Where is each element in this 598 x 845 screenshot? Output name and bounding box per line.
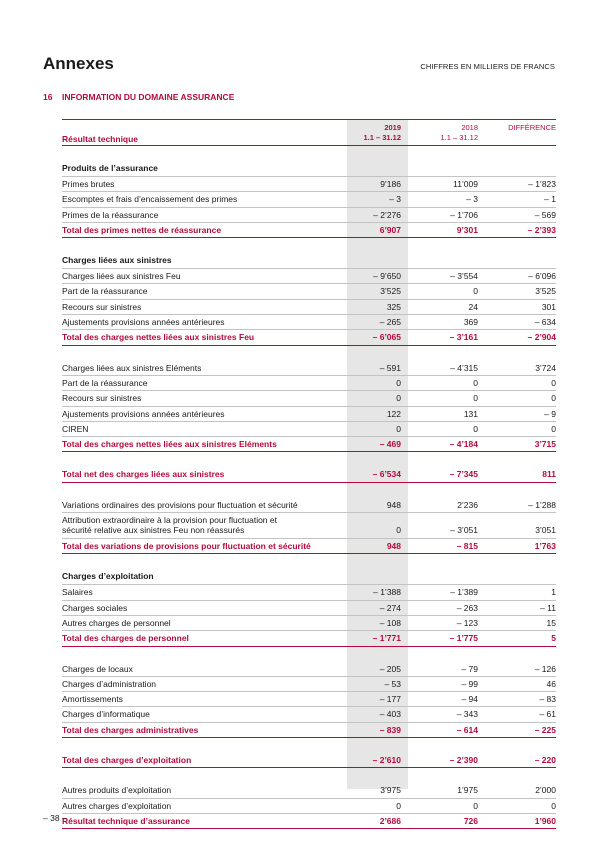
value-2018: – 1’775: [449, 633, 478, 644]
value-2018: – 1’706: [450, 209, 478, 220]
value-2019: – 591: [379, 362, 401, 373]
row-label: Primes de la réassurance: [62, 209, 159, 220]
row-label-line: sécurité relative aux sinistres Feu non réassurés: [62, 525, 245, 536]
value-difference: 2’000: [535, 785, 556, 796]
table-total-row: [62, 330, 556, 345]
value-2019: 3’525: [380, 286, 401, 297]
value-difference: 1: [551, 587, 556, 598]
value-2019: – 2’610: [372, 755, 401, 766]
row-label: Charges d’administration: [62, 678, 157, 689]
table-row: [62, 407, 556, 422]
value-2018: 9’301: [456, 224, 478, 235]
value-2019: – 1’388: [373, 587, 401, 598]
units-note: CHIFFRES EN MILLIERS DE FRANCS: [420, 62, 555, 71]
table-total-row: [62, 631, 556, 646]
row-label: Autres produits d’exploitation: [62, 785, 172, 796]
table-row: [62, 616, 556, 631]
value-difference: 0: [551, 393, 556, 404]
table-row: [62, 422, 556, 437]
row-label: Total des primes nettes de réassurance: [62, 224, 222, 235]
page-number: – 38 –: [43, 813, 67, 823]
value-2018: 0: [473, 423, 478, 434]
table-row: [62, 783, 556, 798]
value-2019: 2’686: [379, 815, 401, 826]
value-2018: 24: [468, 301, 478, 312]
table-total-row: [62, 753, 556, 768]
table-subheading: Produits de l’assurance: [62, 161, 556, 177]
row-label: Total des charges d’exploitation: [62, 755, 192, 766]
value-difference: – 634: [534, 317, 556, 328]
value-difference: – 569: [534, 209, 556, 220]
value-difference: 46: [546, 678, 556, 689]
value-2019: – 6’065: [372, 332, 401, 343]
value-difference: – 9: [544, 408, 556, 419]
table-total-row: [62, 223, 556, 238]
row-label: Charges liées aux sinistres Feu: [62, 271, 181, 282]
row-label: Résultat technique d’assurance: [62, 815, 191, 826]
value-2018: 369: [463, 317, 478, 328]
row-label: Total des charges nettes liées aux sinistres Feu: [62, 332, 255, 343]
row-label: Charges sociales: [62, 602, 128, 613]
row-label: Variations ordinaires des provisions pour fluctuation et sécurité: [62, 499, 298, 510]
value-difference: 1’763: [534, 541, 556, 552]
row-label: Charges de locaux: [62, 663, 133, 674]
value-2019: 6’907: [379, 224, 401, 235]
value-difference: 811: [542, 469, 556, 480]
value-2019: – 3: [389, 194, 401, 205]
row-label-line: Attribution extraordinaire à la provision pour fluctuation et: [62, 515, 277, 526]
value-difference: 3’715: [534, 439, 556, 450]
technical-result-table: [62, 119, 556, 829]
row-spacer: [62, 452, 556, 467]
value-2018: – 99: [461, 678, 478, 689]
row-label: Autres charges de personnel: [62, 617, 171, 628]
value-2018: – 614: [456, 724, 478, 735]
value-2019: – 177: [379, 694, 401, 705]
row-label: Total des charges nettes liées aux sinistres Eléments: [62, 439, 277, 450]
value-2018: 726: [463, 815, 478, 826]
value-2019: – 205: [379, 663, 401, 674]
column-head-2019: [363, 123, 401, 143]
table-row: [62, 498, 556, 513]
value-2019: – 1’771: [372, 633, 401, 644]
row-label: Total des charges de personnel: [62, 633, 189, 644]
value-2018: 0: [473, 286, 478, 297]
value-2018: – 343: [456, 709, 478, 720]
table-total-row: [62, 814, 556, 829]
value-difference: – 225: [534, 724, 556, 735]
row-label: Part de la réassurance: [62, 286, 148, 297]
row-label: Autres charges d’exploitation: [62, 800, 172, 811]
value-difference: 1’960: [534, 815, 556, 826]
table-row: [62, 662, 556, 677]
section-title: INFORMATION DU DOMAINE ASSURANCE: [62, 92, 235, 102]
table-total-row: [62, 437, 556, 452]
table-row: [62, 601, 556, 616]
value-difference: – 6’096: [528, 271, 556, 282]
table-row: [62, 692, 556, 707]
row-label: Charges liées aux sinistres Eléments: [62, 362, 202, 373]
value-2019: – 2’276: [373, 209, 401, 220]
row-label: [62, 515, 277, 535]
value-difference: 3’525: [535, 286, 556, 297]
table-subheading: Charges d’exploitation: [62, 569, 556, 585]
table-head-label: Résultat technique: [62, 134, 139, 144]
value-difference: – 83: [539, 694, 556, 705]
value-2019: – 274: [379, 602, 401, 613]
value-2019: 948: [386, 541, 401, 552]
value-2018: – 2’390: [449, 755, 478, 766]
row-spacer: [62, 346, 556, 361]
table-row: [62, 361, 556, 376]
table-subheading: Charges liées aux sinistres: [62, 253, 556, 269]
value-2019: – 403: [379, 709, 401, 720]
value-difference: 0: [551, 800, 556, 811]
value-2019: 9’186: [380, 179, 401, 189]
column-year: DIFFÉRENCE: [508, 123, 556, 132]
table-row: [62, 799, 556, 814]
table-row: [62, 208, 556, 223]
value-2019: 3’975: [380, 785, 401, 796]
value-difference: 15: [546, 617, 556, 628]
value-difference: 3’051: [535, 525, 556, 536]
row-label: Total des variations de provisions pour fluctuation et sécurité: [62, 541, 311, 552]
table-total-row: [62, 539, 556, 554]
value-2019: – 108: [379, 617, 401, 628]
value-2019: 122: [386, 408, 401, 419]
row-label: CIREN: [62, 423, 89, 434]
row-spacer: [62, 647, 556, 662]
value-difference: – 2’393: [527, 224, 556, 235]
section-heading: [43, 92, 234, 102]
value-difference: – 2’904: [527, 332, 556, 343]
value-2019: 0: [396, 525, 401, 536]
value-2019: – 9’650: [373, 271, 401, 282]
value-2018: – 3’161: [449, 332, 478, 343]
column-head-difference: [508, 123, 556, 133]
value-2019: – 469: [379, 439, 401, 450]
value-2019: 0: [396, 393, 401, 404]
value-2019: 325: [386, 301, 401, 312]
row-spacer: [62, 554, 556, 569]
value-difference: – 61: [539, 709, 556, 720]
row-label: Salaires: [62, 587, 93, 598]
value-2019: 0: [396, 423, 401, 434]
value-difference: 3’724: [535, 362, 556, 373]
row-label: Escomptes et frais d’encaissement des primes: [62, 194, 238, 205]
row-label: Part de la réassurance: [62, 377, 148, 388]
value-2019: – 6’534: [372, 469, 401, 480]
value-2018: – 3: [466, 194, 478, 205]
value-2018: – 4’315: [450, 362, 478, 373]
row-spacer: [62, 238, 556, 253]
table-row: [62, 585, 556, 600]
value-difference: – 1: [544, 194, 556, 205]
value-2018: – 1’389: [450, 587, 478, 598]
value-2019: 0: [396, 377, 401, 388]
value-2018: – 3’554: [450, 271, 478, 282]
value-2019: 0: [396, 800, 401, 811]
row-spacer: [62, 738, 556, 753]
row-spacer: [62, 483, 556, 498]
row-label: Primes brutes: [62, 179, 115, 189]
value-2018: – 3’051: [450, 525, 478, 536]
table-row: [62, 300, 556, 315]
value-2018: 11’009: [453, 179, 478, 189]
value-2018: 0: [473, 393, 478, 404]
row-label: Recours sur sinistres: [62, 393, 142, 404]
value-2018: – 79: [461, 663, 478, 674]
value-2018: – 7’345: [449, 469, 478, 480]
row-spacer: [62, 146, 556, 161]
value-difference: 301: [541, 301, 556, 312]
value-difference: 5: [551, 633, 556, 644]
value-difference: – 220: [534, 755, 556, 766]
value-2018: – 815: [456, 541, 478, 552]
table-body: [62, 146, 556, 829]
row-spacer: [62, 768, 556, 783]
table-row: [62, 513, 556, 539]
value-2018: – 4’184: [449, 439, 478, 450]
value-2019: – 265: [379, 317, 401, 328]
row-label: Charges d’informatique: [62, 709, 150, 720]
page-title: Annexes: [43, 54, 114, 73]
row-label: Recours sur sinistres: [62, 301, 142, 312]
column-period: 1.1 – 31.12: [440, 133, 478, 142]
value-difference: – 1’823: [528, 179, 556, 189]
table-row: [62, 315, 556, 330]
table-header: [62, 119, 556, 146]
table-row: [62, 391, 556, 406]
row-label: Ajustements provisions années antérieures: [62, 408, 225, 419]
value-2018: 131: [463, 408, 478, 419]
value-difference: 0: [551, 377, 556, 388]
column-head-2018: [440, 123, 478, 143]
value-2018: 0: [473, 377, 478, 388]
value-2018: 0: [473, 800, 478, 811]
value-2018: – 94: [461, 694, 478, 705]
section-number: 16: [43, 92, 53, 102]
value-2018: – 123: [456, 617, 478, 628]
table-row: [62, 677, 556, 692]
value-2019: 948: [386, 499, 401, 510]
row-label: Amortissements: [62, 694, 123, 705]
value-2018: – 263: [456, 602, 478, 613]
value-2019: – 839: [379, 724, 401, 735]
column-period: 1.1 – 31.12: [363, 133, 401, 142]
column-year: 2019: [384, 123, 401, 132]
value-difference: – 126: [534, 663, 556, 674]
table-total-row: [62, 467, 556, 482]
table-row: [62, 707, 556, 722]
table-row: [62, 177, 556, 192]
value-difference: – 1’288: [528, 499, 556, 510]
value-2018: 1’975: [457, 785, 478, 796]
value-difference: – 11: [540, 602, 556, 613]
value-difference: 0: [551, 423, 556, 434]
row-label: Total net des charges liées aux sinistres: [62, 469, 225, 480]
table-row: [62, 269, 556, 284]
table-row: [62, 192, 556, 207]
table-total-row: [62, 723, 556, 738]
row-label: Ajustements provisions années antérieures: [62, 317, 225, 328]
table-row: [62, 284, 556, 299]
row-label: Total des charges administratives: [62, 724, 199, 735]
table-row: [62, 376, 556, 391]
value-2019: – 53: [384, 678, 401, 689]
value-2018: 2’236: [457, 499, 478, 510]
column-year: 2018: [461, 123, 478, 132]
